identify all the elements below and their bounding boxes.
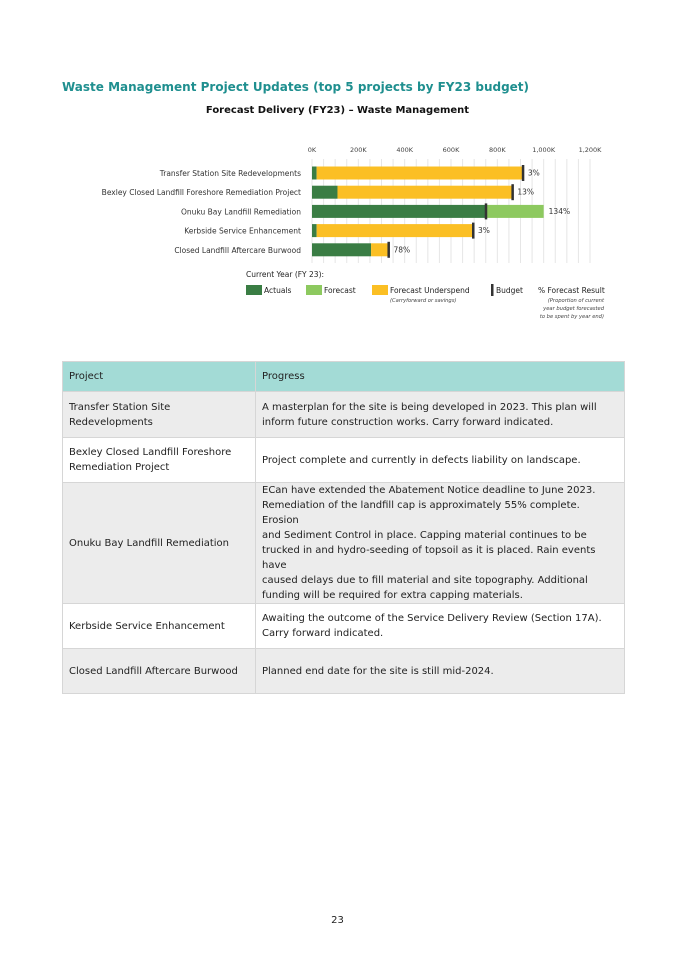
project-line: Remediation Project: [69, 462, 170, 473]
legend-budget-line: [491, 284, 494, 296]
legend-label: Forecast: [324, 286, 356, 295]
x-tick-label: 400K: [396, 146, 414, 154]
progress-line: A masterplan for the site is being developed in 2023. This plan will: [262, 401, 597, 413]
project-cell: [63, 392, 256, 438]
progress-cell: [256, 438, 625, 483]
bar-actuals: [312, 224, 317, 237]
legend-label: Budget: [496, 286, 523, 295]
budget-marker: [485, 203, 488, 219]
legend-label: % Forecast Result: [538, 286, 605, 295]
project-cell: [63, 649, 256, 694]
category-label: Onuku Bay Landfill Remediation: [180, 207, 301, 217]
legend-swatch-forecast: [306, 285, 322, 295]
bar-forecast: [486, 205, 544, 218]
forecast-result-label: 78%: [393, 245, 411, 255]
bar-actuals: [312, 243, 371, 256]
x-tick-label: 1,000K: [532, 146, 556, 154]
progress-line: Planned end date for the site is still mid-2024.: [262, 665, 494, 677]
progress-line: and Sediment Control in place. Capping material continues to be: [262, 530, 587, 541]
legend-sublabel: to be spent by year end): [539, 314, 604, 320]
bar-actuals: [312, 167, 317, 180]
progress-cell: [256, 483, 625, 604]
table-row: [63, 483, 625, 604]
chart-title: Forecast Delivery (FY23) – Waste Management: [205, 105, 470, 116]
bar-forecast-underspend: [337, 186, 512, 199]
progress-cell: [256, 649, 625, 694]
legend-sublabel: year budget forecasted: [543, 306, 604, 312]
table-header-row: [63, 362, 625, 392]
category-label: Kerbside Service Enhancement: [184, 226, 301, 236]
progress-line: Awaiting the outcome of the Service Delivery Review (Section 17A).: [262, 613, 602, 624]
project-cell: [63, 604, 256, 649]
header-progress: Progress: [256, 362, 625, 392]
forecast-result-label: 134%: [548, 206, 571, 216]
project-line: Closed Landfill Aftercare Burwood: [69, 665, 238, 677]
bar-forecast-underspend: [317, 224, 473, 237]
forecast-delivery-chart: [0, 135, 675, 350]
legend-sublabel: (Carryforward or savings): [390, 298, 457, 304]
bar-forecast-underspend: [317, 167, 523, 180]
legend-sublabel: (Proportion of current: [547, 298, 604, 304]
category-label: Bexley Closed Landfill Foreshore Remediation Project: [101, 188, 301, 198]
progress-line: trucked in and hydro-seeding of topsoil as it is placed. Rain events have: [262, 545, 596, 571]
budget-marker: [472, 223, 475, 239]
legend-swatch-actuals: [246, 285, 262, 295]
progress-line: inform future construction works. Carry forward indicated.: [262, 416, 554, 428]
progress-line: caused delays due to fill material and site topography. Additional: [262, 575, 588, 586]
bar-actuals: [312, 186, 337, 199]
legend-heading: Current Year (FY 23):: [246, 270, 325, 279]
x-tick-label: 600K: [442, 146, 460, 154]
project-progress-table: [62, 361, 625, 694]
page-number: 23: [331, 915, 344, 926]
forecast-result-label: 3%: [527, 168, 540, 178]
progress-line: Carry forward indicated.: [262, 628, 384, 639]
project-line: Transfer Station Site: [69, 401, 171, 413]
project-line: Redevelopments: [69, 416, 153, 428]
progress-cell: [256, 604, 625, 649]
x-tick-label: 800K: [488, 146, 506, 154]
forecast-result-label: 13%: [517, 187, 535, 197]
header-project: Project: [63, 362, 256, 392]
forecast-result-label: 3%: [478, 226, 490, 236]
x-tick-label: 0K: [307, 146, 317, 154]
legend-label: Actuals: [264, 286, 292, 295]
bar-forecast-underspend: [371, 243, 388, 256]
category-label: Closed Landfill Aftercare Burwood: [174, 245, 301, 255]
section-title: Waste Management Project Updates (top 5 projects by FY23 budget): [62, 80, 530, 94]
x-tick-label: 1,200K: [578, 146, 602, 154]
budget-marker: [522, 165, 525, 181]
bar-actuals: [312, 205, 486, 218]
project-cell: [63, 483, 256, 604]
x-tick-label: 200K: [349, 146, 367, 154]
progress-line: Remediation of the landfill cap is approximately 55% complete. Erosion: [262, 500, 580, 526]
progress-line: ECan have extended the Abatement Notice deadline to June 2023.: [262, 485, 596, 496]
table-row: [63, 604, 625, 649]
category-label: Transfer Station Site Redevelopments: [159, 169, 301, 178]
table-row: [63, 438, 625, 483]
progress-line: funding will be required for extra capping materials.: [262, 590, 523, 601]
project-line: Bexley Closed Landfill Foreshore: [69, 447, 232, 458]
legend-swatch-forecast-underspend: [372, 285, 388, 295]
project-line: Onuku Bay Landfill Remediation: [69, 537, 230, 549]
budget-marker: [511, 184, 514, 200]
table-row: [63, 649, 625, 694]
budget-marker: [387, 242, 390, 258]
legend-label: Forecast Underspend: [390, 286, 470, 295]
progress-line: Project complete and currently in defects liability on landscape.: [262, 454, 581, 466]
project-line: Kerbside Service Enhancement: [69, 620, 225, 632]
progress-cell: [256, 392, 625, 438]
table-row: [63, 392, 625, 438]
project-cell: [63, 438, 256, 483]
